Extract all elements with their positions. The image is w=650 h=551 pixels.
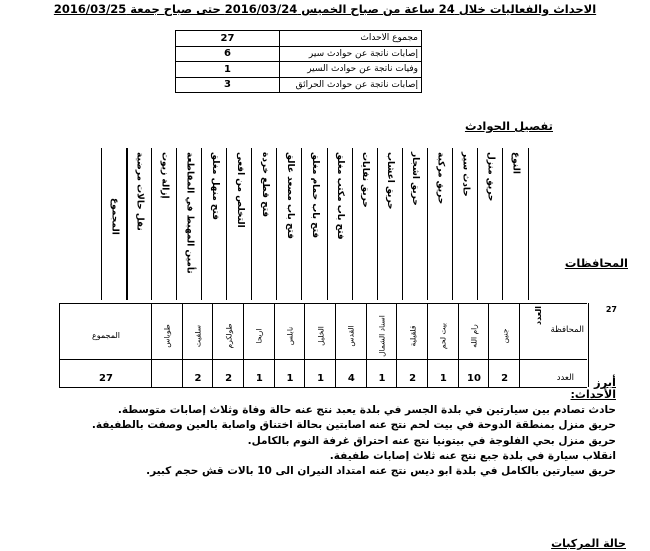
summary-label: مجموع الاحداث <box>280 31 422 47</box>
governorate-count: 2 <box>194 373 202 384</box>
governorate-column <box>335 303 367 387</box>
summary-label: إصابات ناتجة عن حوادث سير <box>280 46 422 62</box>
summary-label: إصابات ناتجة عن حوادث الحرائق <box>280 77 422 93</box>
governorate-name: رام الله <box>469 324 479 348</box>
incident-type-label: حريق مركبة <box>435 152 446 205</box>
governorate-name: اريحا <box>254 328 264 344</box>
summary-row <box>176 62 422 78</box>
incident-type-label: حريق اعشاب <box>385 152 396 210</box>
summary-table <box>175 30 422 93</box>
incident-type-label: حريق اشجار <box>410 152 421 206</box>
governorate-column <box>212 303 244 387</box>
governorate-name: الخليل <box>316 326 326 346</box>
summary-value: 3 <box>176 77 280 93</box>
incident-type-column <box>176 148 202 300</box>
governorate-name: بيت لحم <box>438 322 448 350</box>
events-list <box>56 403 616 479</box>
governorate-name: نابلس <box>285 326 295 346</box>
incident-type-column <box>502 148 529 300</box>
type-label: العدد <box>534 306 543 325</box>
incident-type-column <box>126 148 152 300</box>
governorate-name: اسناد الشمال <box>377 315 387 357</box>
incident-type-column <box>452 148 478 300</box>
governorate-count: 4 <box>347 373 355 384</box>
governorate-count: 1 <box>439 373 447 384</box>
governorate-name: القدس <box>346 325 356 347</box>
page-title: الاحداث والفعاليات خلال 24 ساعة من صباح الخميس 2016/03/24 حتى صباح جمعة 2016/03/25 <box>53 2 597 16</box>
incident-type-column <box>151 148 177 300</box>
governorate-name: طوباس <box>162 324 172 348</box>
event-item: حريق منزل بمنطقة الدوحة في بيت لحم نتج عنه اصابتين بحالة اختناق واصابة بالعين وصفت بالطفيفة. <box>91 419 616 432</box>
governorate-count: 2 <box>409 373 417 384</box>
incident-type-column <box>377 148 403 300</box>
summary-label: وفيات ناتجة عن حوادث السير <box>280 62 422 78</box>
event-item: انقلاب سيارة في بلدة جبع نتج عنه ثلاث إصابات طفيفة. <box>329 449 616 462</box>
governorate-count: 2 <box>225 373 233 384</box>
count-label: العدد <box>556 373 574 383</box>
summary-row <box>176 46 422 62</box>
total-value: 27 <box>99 373 113 384</box>
governorate-column <box>396 303 428 387</box>
governorate-column <box>458 303 490 387</box>
governorate-count: 1 <box>378 373 386 384</box>
incident-type-label: النوع <box>510 152 521 174</box>
table-rule <box>59 387 587 388</box>
summary-value: 27 <box>176 31 280 47</box>
incident-type-label: فتح باب مصعد عالق <box>284 152 295 239</box>
incident-type-label: إزالة زيوت <box>159 152 170 199</box>
events-heading: الأحداث: <box>570 388 616 401</box>
governorate-column <box>274 303 306 387</box>
incident-type-column <box>327 148 353 300</box>
incident-type-label: حريق منزل <box>485 152 496 202</box>
incident-type-column <box>251 148 277 300</box>
incident-type-column <box>427 148 453 300</box>
incident-type-label: تأمين المهبط في المقاطعة <box>184 152 195 274</box>
incident-types-header <box>101 148 527 300</box>
incident-type-label: نقل حالات مرضية <box>134 152 145 231</box>
governorate-name: جنين <box>500 328 510 344</box>
incident-type-column <box>477 148 503 300</box>
incident-type-column <box>276 148 302 300</box>
governorate-count: 1 <box>317 373 325 384</box>
event-item: حريق سيارتين بالكامل في بلدة ابو ديس نتج عنه امتداد النيران الى 10 بالات قش حجم كبير. <box>146 465 616 478</box>
incident-type-label: فتح باب مكتب مغلق <box>335 152 346 240</box>
summary-row <box>176 31 422 47</box>
governorate-count: 1 <box>286 373 294 384</box>
incident-type-label: المجموع <box>109 198 120 235</box>
incident-type-column <box>301 148 327 300</box>
governorate-label: المحافظة <box>550 325 584 335</box>
governorate-column <box>427 303 459 387</box>
summary-value: 6 <box>176 46 280 62</box>
governorate-column <box>182 303 214 387</box>
governorate-name: طولكرم <box>224 323 234 349</box>
incident-type-label: فتح باب حمام مغلق <box>309 152 320 239</box>
event-item: حادث تصادم بين سيارتين في بلدة الجسر في بلدة يعبد نتج عنه حالة وفاة وثلاث إصابات متوسطة. <box>117 404 616 416</box>
governorates-heading: المحافظات <box>564 256 628 270</box>
summary-row <box>176 77 422 93</box>
total-column <box>59 303 152 387</box>
incident-type-label: فتح منهل مغلق <box>209 152 220 220</box>
incident-type-column <box>201 148 227 300</box>
incident-type-column <box>352 148 378 300</box>
highlights-heading: أبرز <box>593 375 616 389</box>
governorate-column <box>304 303 336 387</box>
event-item: حريق منزل بحي الفلوجة في بيتونيا نتج عنه احتراق غرفة النوم بالكامل. <box>247 434 616 447</box>
governorate-count: 1 <box>255 373 263 384</box>
governorate-column <box>243 303 275 387</box>
summary-value: 1 <box>176 62 280 78</box>
incident-type-column <box>101 148 128 300</box>
details-heading: تفصيل الحوادث <box>464 119 553 133</box>
governorate-count: 10 <box>467 373 481 384</box>
incident-type-column <box>226 148 252 300</box>
governorate-name: قلقيلية <box>408 325 418 347</box>
vehicles-heading: حالة المركبات <box>551 537 626 550</box>
incident-type-column <box>402 148 428 300</box>
governorate-column <box>488 303 520 387</box>
total-label: المجموع <box>92 331 120 340</box>
governorate-label-column <box>519 303 589 387</box>
incident-type-label: فتح قطع خردة <box>259 152 270 218</box>
governorate-column <box>366 303 398 387</box>
incident-type-label: التخلص من افعى <box>234 152 245 228</box>
governorate-column <box>151 303 183 387</box>
total-tick: 27 <box>605 305 617 314</box>
governorate-count: 2 <box>501 373 509 384</box>
incident-type-label: حادث سير <box>460 152 471 197</box>
incident-type-label: حريق نفايات <box>360 152 371 208</box>
governorate-name: سلفيت <box>193 324 203 348</box>
